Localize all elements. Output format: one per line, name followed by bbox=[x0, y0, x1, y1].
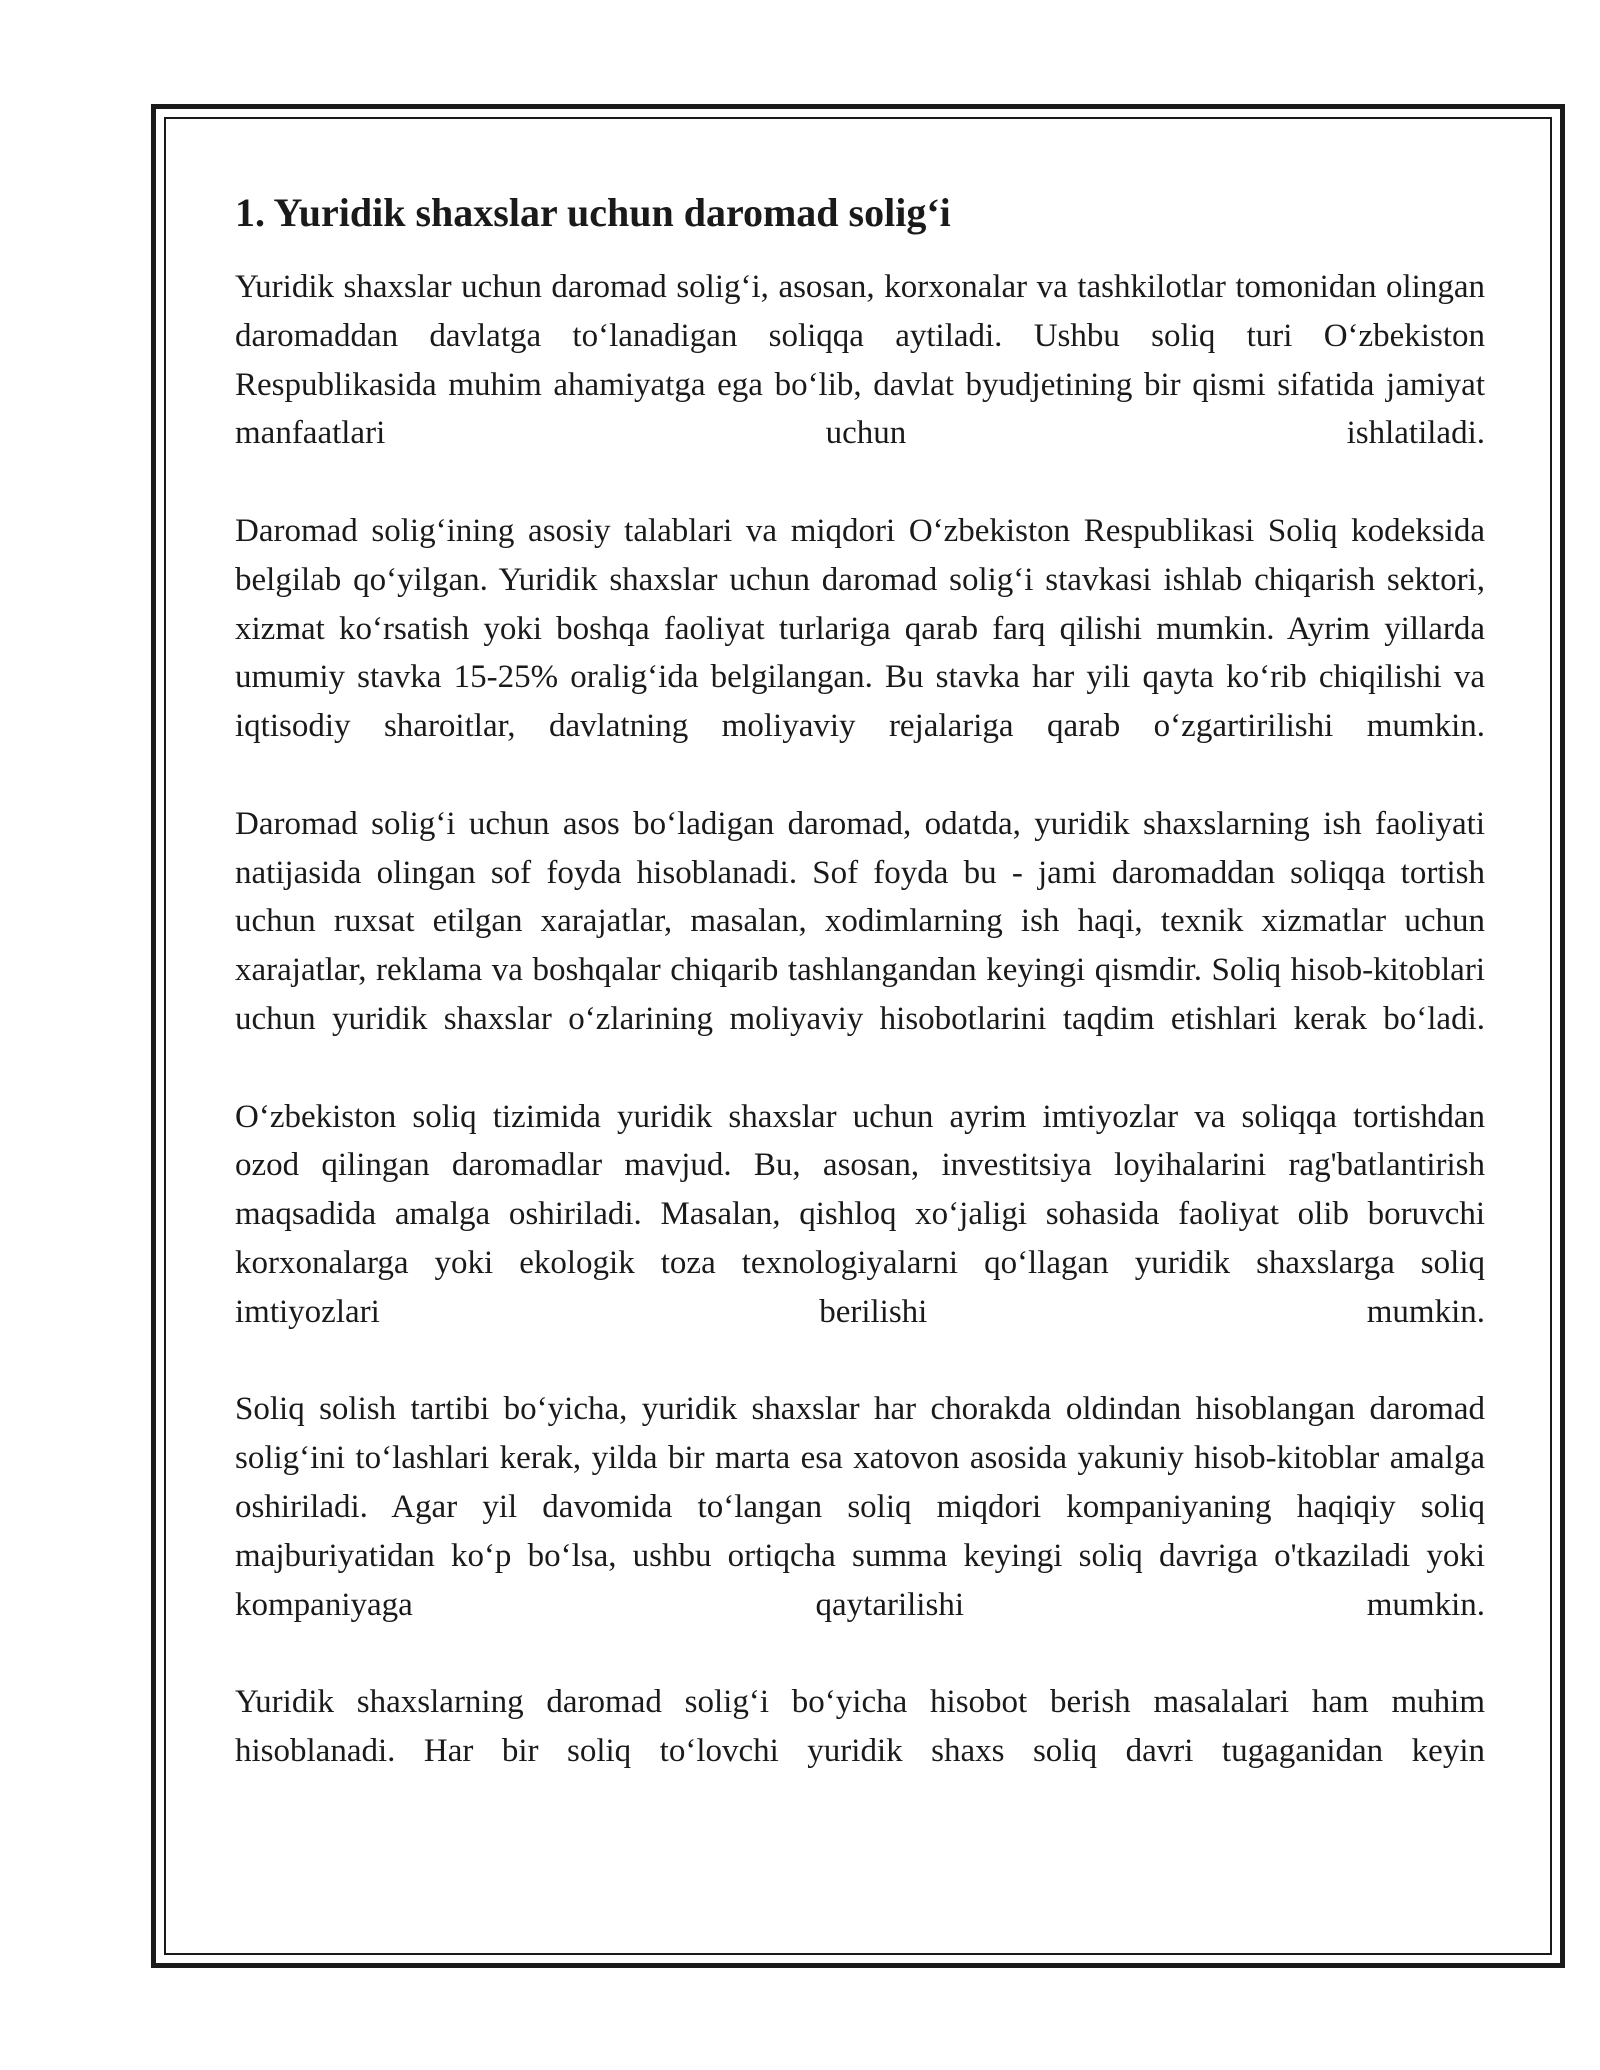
paragraph: Yuridik shaxslar uchun daromad solig‘i, asosan, korxonalar va tashkilotlar tomonidan olingan daromaddan davlatga to‘lanadigan soliqqa aytiladi. Ushbu soliq turi O‘zbekiston Respublikasida muhim ahamiyatga ega bo‘lib, davlat byudjetining bir qismi sifatida jamiyat manfaatlari uchun ishlatiladi. bbox=[235, 269, 1485, 452]
section-heading: 1. Yuridik shaxslar uchun daromad solig‘i bbox=[235, 190, 951, 235]
paragraph: O‘zbekiston soliq tizimida yuridik shaxslar uchun ayrim imtiyozlar va soliqqa tortishdan ozod qilingan daromadlar mavjud. Bu, asosan, investitsiya loyihalarini rag'batlantirish maqsadida amalga oshiriladi. Masalan, qishloq xo‘jaligi sohasida faoliyat olib boruvchi korxonalarga yoki ekologik toza texnologiyalarni qo‘llagan yuridik shaxslarga soliq imtiyozlari berilishi mumkin. bbox=[235, 1098, 1485, 1330]
paragraph: Soliq solish tartibi bo‘yicha, yuridik shaxslar har chorakda oldindan hisoblangan daromad solig‘ini to‘lashlari kerak, yilda bir marta esa xatovon asosida yakuniy hisob-kitoblar amalga oshiriladi. Agar yil davomida to‘langan soliq miqdori kompaniyaning haqiqiy soliq majburiyatidan ko‘p bo‘lsa, ushbu ortiqcha summa keyingi soliq davriga o'tkaziladi yoki kompaniyaga qaytarilishi mumkin. bbox=[235, 1391, 1485, 1623]
document-body bbox=[235, 185, 1485, 1776]
paragraph: Daromad solig‘i uchun asos bo‘ladigan daromad, odatda, yuridik shaxslarning ish faoliyati natijasida olingan sof foyda hisoblanadi. Sof foyda bu - jami daromaddan soliqqa tortish uchun ruxsat etilgan xarajatlar, masalan, xodimlarning ish haqi, texnik xizmatlar uchun xarajatlar, reklama va boshqalar chiqarib tashlangandan keyingi qismdir. Soliq hisob-kitoblari uchun yuridik shaxslar o‘zlarining moliyaviy hisobotlarini taqdim etishlari kerak bo‘ladi. bbox=[235, 805, 1485, 1037]
paragraph: Yuridik shaxslarning daromad solig‘i bo‘yicha hisobot berish masalalari ham muhim hisoblanadi. Har bir soliq to‘lovchi yuridik shaxs soliq davri tugaganidan keyin bbox=[235, 1684, 1485, 1769]
paragraph: Daromad solig‘ining asosiy talablari va miqdori O‘zbekiston Respublikasi Soliq kodeksida belgilab qo‘yilgan. Yuridik shaxslar uchun daromad solig‘i stavkasi ishlab chiqarish sektori, xizmat ko‘rsatish yoki boshqa faoliyat turlariga qarab farq qilishi mumkin. Ayrim yillarda umumiy stavka 15-25% oralig‘ida belgilangan. Bu stavka har yili qayta ko‘rib chiqilishi va iqtisodiy sharoitlar, davlatning moliyaviy rejalariga qarab o‘zgartirilishi mumkin. bbox=[235, 512, 1485, 745]
